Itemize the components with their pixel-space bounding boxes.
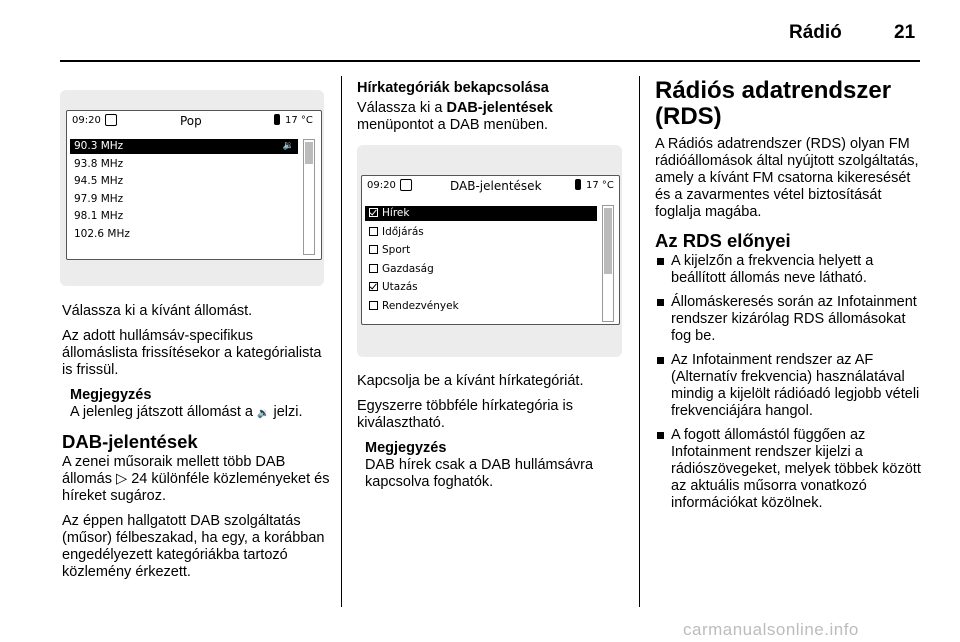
checkbox-icon[interactable] (369, 264, 378, 273)
paragraph: Kapcsolja be a kívánt hírkategóriát. (357, 373, 584, 389)
station-row[interactable] (70, 209, 298, 224)
station-row[interactable] (70, 192, 298, 207)
station-frequency: 90.3 MHz (74, 140, 124, 152)
paragraph: Egyszerre többféle hírkategória is kiválasztható. (357, 398, 573, 431)
category-row[interactable] (365, 206, 597, 221)
paragraph: különféle közleményeket és híreket sugároz. (62, 471, 330, 504)
station-row[interactable] (70, 139, 298, 154)
column-2-bottom (357, 373, 632, 491)
station-frequency: 102.6 MHz (74, 227, 130, 240)
paragraph: menüpontot a DAB menüben. (357, 117, 549, 133)
column-3 (655, 78, 923, 519)
paragraph: Válassza ki a kívánt állomást. (62, 303, 253, 319)
paragraph: Az adott hullámsáv-specifikus állomáslista frissítésekor a kategórialista is frissül. (62, 328, 322, 378)
menu-item-reference: DAB-jelentések (446, 100, 553, 116)
paragraph: A zenei műsoraik mellett több DAB állomás (62, 454, 286, 487)
bullet-icon (657, 258, 664, 265)
note-box (365, 440, 632, 491)
screen-title: DAB-jelentések (450, 179, 542, 193)
clock-time: 09:20 (367, 180, 396, 191)
column-divider-2 (639, 76, 640, 607)
station-frequency: 94.5 MHz (74, 175, 124, 187)
category-row[interactable] (365, 280, 597, 295)
temperature: 17 °C (285, 115, 313, 126)
header-rule (60, 60, 920, 62)
paragraph: Válassza ki a (357, 100, 443, 116)
speaker-icon: 🔉 (257, 408, 270, 419)
section-heading: DAB-jelentések (62, 431, 198, 452)
screen-status-bar (362, 176, 619, 196)
list-item: Állomáskeresés során az Infotainment rendszer kizárólag RDS állomásokat fog be. (655, 294, 923, 345)
checkbox-icon[interactable] (369, 282, 378, 291)
category-label: Rendezvények (382, 299, 459, 312)
note-text: A jelenleg játszott állomást a (70, 404, 253, 420)
list-item: A fogott állomástól függően az Infotainment rendszer kijelzi a rádiószövegeket, melyek többek között az aktuális műsorra vonatkozó információkat közölnek. (655, 427, 923, 512)
thermometer-icon (274, 114, 280, 125)
dab-reports-screen (361, 175, 620, 325)
scrollbar-thumb[interactable] (604, 208, 612, 274)
bullet-icon (657, 299, 664, 306)
paragraph: Az éppen hallgatott DAB szolgáltatás (műsor) félbeszakad, ha egy, a korábban engedélyezett kategóriákba tartozó közlemény érkezett. (62, 513, 325, 580)
category-row[interactable] (365, 299, 597, 314)
note-box (70, 387, 332, 422)
category-label: Gazdaság (382, 262, 434, 275)
speaker-icon: 🔉 (282, 141, 294, 151)
figure-station-list (60, 90, 324, 286)
watermark: carmanualsonline.info (683, 620, 859, 639)
page-reference[interactable]: 24 (131, 471, 148, 487)
cross-reference-icon: ▷ (116, 471, 128, 487)
section-heading: Az RDS előnyei (655, 230, 791, 251)
benefits-list (655, 253, 923, 512)
station-list-screen (66, 110, 322, 260)
clock-icon (400, 179, 412, 191)
page-number: 21 (894, 22, 916, 43)
category-row[interactable] (365, 243, 597, 258)
figure-dab-reports (357, 145, 622, 357)
column-2-top (357, 80, 632, 142)
clock-time: 09:20 (72, 115, 101, 126)
station-row[interactable] (70, 157, 298, 172)
subheading: Hírkategóriák bekapcsolása (357, 80, 549, 96)
scrollbar-thumb[interactable] (305, 142, 313, 164)
note-title: Megjegyzés (70, 387, 152, 403)
scrollbar[interactable] (303, 139, 315, 255)
station-row[interactable] (70, 227, 298, 242)
list-item: A kijelzőn a frekvencia helyett a beállított állomás neve látható. (655, 253, 923, 287)
station-row[interactable] (70, 174, 298, 189)
chapter-heading: Rádiós adatrendszer (RDS) (655, 77, 892, 130)
checkbox-icon[interactable] (369, 227, 378, 236)
note-text: DAB hírek csak a DAB hullámsávra kapcsolva foghatók. (365, 457, 594, 490)
category-row[interactable] (365, 262, 597, 277)
screen-status-bar (67, 111, 321, 131)
bullet-icon (657, 432, 664, 439)
screen-title: Pop (180, 114, 202, 128)
thermometer-icon (575, 179, 581, 190)
note-text: jelzi. (273, 404, 303, 420)
category-label: Időjárás (382, 225, 424, 238)
temperature: 17 °C (586, 180, 614, 191)
category-label: Hírek (382, 207, 410, 219)
checkbox-icon[interactable] (369, 208, 378, 217)
category-row[interactable] (365, 225, 597, 240)
checkbox-icon[interactable] (369, 301, 378, 310)
scrollbar[interactable] (602, 205, 614, 322)
category-label: Sport (382, 244, 411, 256)
column-1 (62, 303, 332, 589)
list-item: Az Infotainment rendszer az AF (Alternatív frekvencia) használatával mindig a kijelölt rádióadó legjobb vételi frekvenciájára hangol. (655, 352, 923, 420)
checkbox-icon[interactable] (369, 245, 378, 254)
category-label: Utazás (382, 281, 418, 293)
bullet-icon (657, 357, 664, 364)
column-divider-1 (341, 76, 342, 607)
station-frequency: 97.9 MHz (74, 192, 124, 205)
station-frequency: 98.1 MHz (74, 210, 124, 222)
paragraph: A Rádiós adatrendszer (RDS) olyan FM rádióállomások által nyújtott szolgáltatás, amely a kívánt FM csatorna kikeresését és a zavarmentes vétel biztosítását foglalja magába. (655, 136, 919, 220)
page-header-title: Rádió (789, 22, 842, 43)
station-frequency: 93.8 MHz (74, 157, 124, 170)
clock-icon (105, 114, 117, 126)
note-title: Megjegyzés (365, 440, 447, 456)
